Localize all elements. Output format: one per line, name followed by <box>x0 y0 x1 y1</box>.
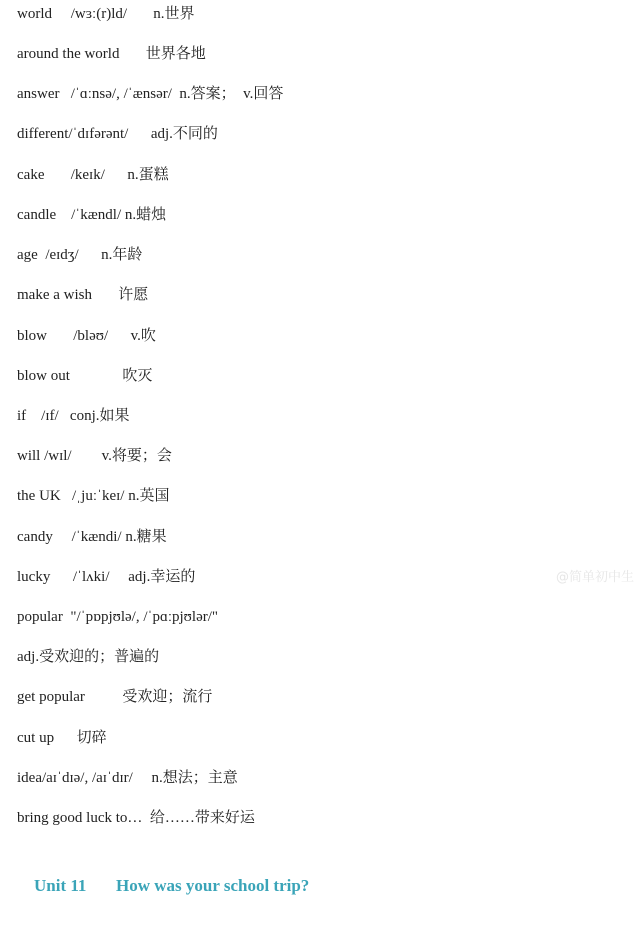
vocab-entry-popular: popular "/ˈpɒpjʊlə/, /ˈpɑːpjʊlər/" <box>17 609 219 625</box>
vocab-entry-answer: answer /ˈɑːnsə/, /ˈænsər/ n.答案； v.回答 <box>17 86 284 102</box>
vocab-entry-around-the-world: around the world 世界各地 <box>17 46 206 62</box>
vocab-entry-make-a-wish: make a wish 许愿 <box>17 287 149 303</box>
vocab-entry-the-uk: the UK /ˌjuːˈkeɪ/ n.英国 <box>17 488 170 504</box>
vocab-entry-get-popular: get popular 受欢迎；流行 <box>17 689 213 705</box>
vocab-entry-age: age /eɪdʒ/ n.年龄 <box>17 247 143 263</box>
vocab-entry-will: will /wɪl/ v.将要；会 <box>17 448 172 464</box>
vocab-entry-cake: cake /keɪk/ n.蛋糕 <box>17 167 169 183</box>
vocab-entry-candle: candle /ˈkændl/ n.蜡烛 <box>17 207 167 223</box>
vocab-entry-blow: blow /bləʊ/ v.吹 <box>17 328 156 344</box>
vocab-entry-candy: candy /ˈkændi/ n.糖果 <box>17 529 167 545</box>
vocab-entry-idea: idea/aɪˈdɪə/, /aɪˈdɪr/ n.想法；主意 <box>17 770 238 786</box>
unit-number: Unit 11 <box>34 876 87 895</box>
unit-heading <box>17 847 310 895</box>
vocab-entry-different: different/ˈdɪfərənt/ adj.不同的 <box>17 126 218 142</box>
vocab-entry-popular-meaning: adj.受欢迎的；普遍的 <box>17 649 160 665</box>
vocab-entry-cut-up: cut up 切碎 <box>17 730 107 746</box>
vocab-entry-lucky: lucky /ˈlʌki/ adj.幸运的 <box>17 569 196 585</box>
watermark: @简单初中生 <box>555 570 634 585</box>
unit-title: How was your school trip? <box>116 876 310 895</box>
vocab-entry-bring-good-luck: bring good luck to… 给……带来好运 <box>17 810 255 826</box>
vocab-entry-world: world /wɜː(r)ld/ n.世界 <box>17 6 195 22</box>
vocab-entry-if: if /ɪf/ conj.如果 <box>17 408 130 424</box>
vocab-entry-blow-out: blow out 吹灭 <box>17 368 153 384</box>
